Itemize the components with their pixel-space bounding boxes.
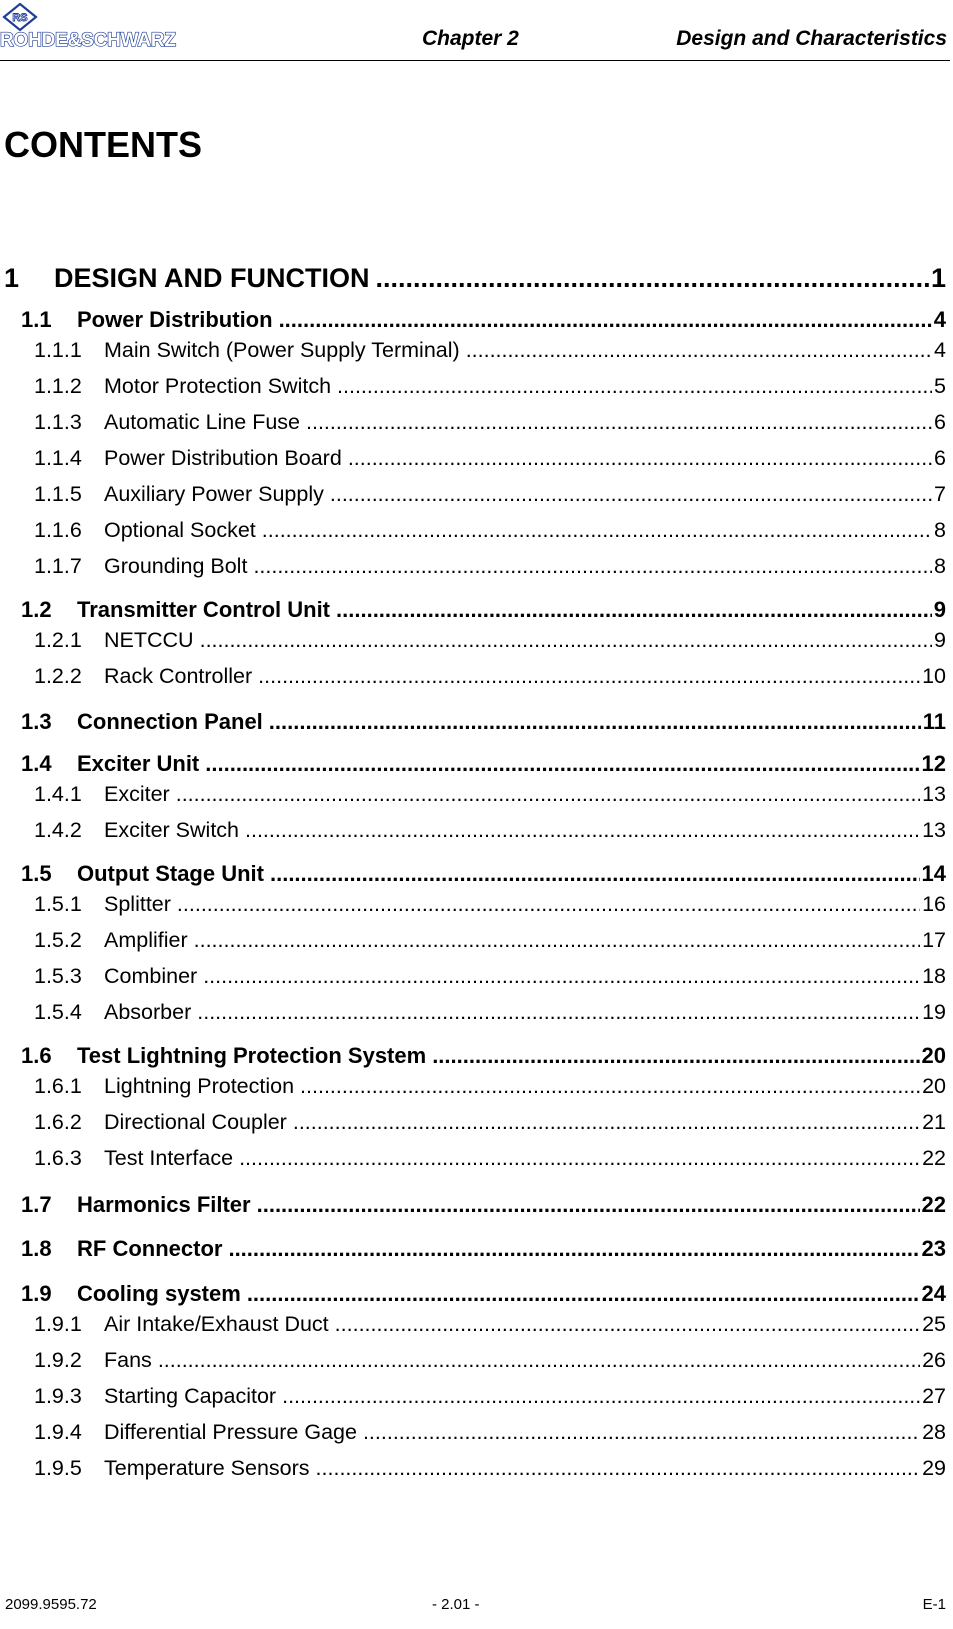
toc-entry-page: 27 (922, 1384, 946, 1408)
toc-entry-page: 17 (922, 928, 946, 952)
toc-entry-page: 21 (922, 1110, 946, 1134)
toc-entry-page: 22 (922, 1146, 946, 1170)
toc-leader-dots (466, 338, 932, 363)
toc-entry-page: 25 (922, 1312, 946, 1336)
toc-entry-title: Directional Coupler (104, 1110, 287, 1134)
toc-entry-title: DESIGN AND FUNCTION (54, 263, 370, 293)
toc-entry-title: Main Switch (Power Supply Terminal) (104, 338, 460, 362)
toc-entry-title: Optional Socket (104, 518, 256, 542)
toc-entry[interactable] (0, 1281, 946, 1307)
toc-leader-dots (200, 628, 932, 653)
logo-wordmark: ROHDE&SCHWARZ (0, 30, 176, 51)
chapter-label: Chapter 2 (422, 27, 519, 50)
toc-entry-page: 4 (933, 307, 946, 332)
toc-entry-number: 1.1.3 (34, 410, 82, 434)
toc-entry-page: 29 (922, 1456, 946, 1480)
toc-leader-dots (177, 892, 920, 917)
toc-entry-title: Harmonics Filter (77, 1192, 251, 1217)
toc-leader-dots (293, 1110, 920, 1135)
toc-entry-number: 1.1.6 (34, 518, 82, 542)
toc-leader-dots (306, 410, 932, 435)
toc-entry-page: 8 (934, 554, 946, 578)
toc-leader-dots (194, 928, 920, 953)
toc-leader-dots (203, 964, 920, 989)
toc-entry-page: 8 (934, 518, 946, 542)
toc-entry-title: Motor Protection Switch (104, 374, 332, 398)
toc-entry-page: 7 (934, 482, 946, 506)
toc-leader-dots (228, 1236, 919, 1262)
toc-entry[interactable] (0, 709, 946, 735)
toc-leader-dots (239, 1146, 920, 1171)
toc-entry-page: 14 (921, 861, 946, 886)
toc-entry-title: Grounding Bolt (104, 554, 248, 578)
toc-leader-dots (257, 1192, 920, 1218)
toc-entry-number: 1.9.4 (34, 1420, 82, 1444)
toc-entry-page: 9 (934, 628, 946, 652)
toc-entry[interactable] (0, 410, 946, 435)
toc-entry-number: 1 (4, 263, 20, 293)
toc-entry-page: 16 (922, 892, 946, 916)
toc-entry[interactable] (0, 861, 946, 887)
toc-leader-dots (363, 1420, 920, 1445)
toc-entry-page: 5 (934, 374, 946, 398)
toc-entry-title: Power Distribution (77, 307, 273, 332)
toc-leader-dots (158, 1348, 920, 1373)
toc-entry-number: 1.6.2 (34, 1110, 82, 1134)
toc-entry-number: 1.4 (21, 751, 52, 776)
toc-entry-title: Lightning Protection (104, 1074, 295, 1098)
toc-leader-dots (253, 554, 932, 579)
toc-entry-title: Output Stage Unit (77, 861, 264, 886)
toc-leader-dots (245, 818, 920, 843)
toc-entry-page: 13 (922, 818, 946, 842)
toc-entry[interactable] (0, 1236, 946, 1262)
toc-entry-number: 1.5 (21, 861, 52, 886)
toc-entry-title: Automatic Line Fuse (104, 410, 300, 434)
toc-leader-dots (176, 782, 920, 807)
toc-leader-dots (247, 1281, 920, 1307)
toc-leader-dots (337, 374, 932, 399)
toc-entry-number: 1.5.1 (34, 892, 82, 916)
toc-entry-title: Amplifier (104, 928, 188, 952)
toc-entry-number: 1.5.4 (34, 1000, 82, 1024)
toc-entry[interactable] (0, 1384, 946, 1409)
toc-entry-number: 1.6.3 (34, 1146, 82, 1170)
toc-entry[interactable] (0, 1420, 946, 1445)
toc-entry-title: Exciter Unit (77, 751, 200, 776)
toc-entry-number: 1.1.1 (34, 338, 82, 362)
toc-entry[interactable] (0, 1348, 946, 1373)
toc-entry[interactable] (0, 482, 946, 507)
toc-entry-title: Splitter (104, 892, 171, 916)
toc-entry[interactable] (0, 892, 946, 917)
toc-entry[interactable] (0, 664, 946, 689)
rohde-schwarz-logo (0, 2, 225, 50)
toc-entry-number: 1.9 (21, 1281, 52, 1306)
toc-entry-number: 1.3 (21, 709, 52, 734)
toc-entry-number: 1.1.4 (34, 446, 82, 470)
toc-entry-page: 6 (934, 410, 946, 434)
toc-entry-title: Cooling system (77, 1281, 241, 1306)
header-divider (0, 60, 950, 61)
toc-entry-page: 24 (921, 1281, 946, 1306)
toc-entry[interactable] (0, 446, 946, 471)
toc-entry-page: 1 (930, 263, 946, 293)
toc-entry[interactable] (0, 1043, 946, 1069)
footer-page-number: E-1 (922, 1596, 946, 1613)
toc-entry-number: 1.1.5 (34, 482, 82, 506)
toc-entry-title: Combiner (104, 964, 198, 988)
toc-entry-title: Power Distribution Board (104, 446, 342, 470)
toc-entry-page: 11 (922, 709, 946, 734)
toc-entry-title: Test Lightning Protection System (77, 1043, 427, 1068)
toc-entry[interactable] (0, 597, 946, 623)
toc-leader-dots (376, 263, 929, 294)
toc-entry-page: 9 (933, 597, 946, 622)
toc-entry[interactable] (0, 338, 946, 363)
toc-entry-title: Rack Controller (104, 664, 253, 688)
page-title: CONTENTS (4, 124, 202, 165)
toc-leader-dots (335, 1312, 920, 1337)
toc-entry-number: 1.8 (21, 1236, 52, 1261)
toc-entry[interactable] (0, 1074, 946, 1099)
toc-entry[interactable] (0, 751, 946, 777)
toc-entry-title: Connection Panel (77, 709, 263, 734)
toc-entry-page: 20 (922, 1074, 946, 1098)
toc-entry-page: 12 (921, 751, 946, 776)
toc-entry[interactable] (0, 1456, 946, 1481)
toc-leader-dots (316, 1456, 921, 1481)
toc-leader-dots (336, 597, 932, 623)
footer-doc-number: 2099.9595.72 (5, 1596, 97, 1613)
toc-entry-title: Fans (104, 1348, 152, 1372)
toc-leader-dots (262, 518, 932, 543)
page-header (0, 0, 953, 62)
toc-entry[interactable] (0, 1110, 946, 1135)
toc-entry-number: 1.2 (21, 597, 52, 622)
toc-entry[interactable] (0, 518, 946, 543)
toc-entry[interactable] (0, 964, 946, 989)
toc-entry-title: Test Interface (104, 1146, 234, 1170)
toc-entry-title: Temperature Sensors (104, 1456, 310, 1480)
toc-entry-title: Absorber (104, 1000, 192, 1024)
toc-entry[interactable] (0, 307, 946, 333)
toc-entry-number: 1.9.3 (34, 1384, 82, 1408)
toc-entry-number: 1.5.3 (34, 964, 82, 988)
toc-leader-dots (348, 446, 932, 471)
toc-entry-page: 6 (934, 446, 946, 470)
toc-entry-title: RF Connector (77, 1236, 223, 1261)
toc-leader-dots (205, 751, 919, 777)
toc-entry-page: 22 (921, 1192, 946, 1217)
toc-entry-page: 4 (934, 338, 946, 362)
toc-entry[interactable] (0, 628, 946, 653)
toc-entry[interactable] (0, 818, 946, 843)
toc-entry-title: Starting Capacitor (104, 1384, 277, 1408)
svg-text:RS: RS (12, 12, 28, 24)
toc-entry-number: 1.9.2 (34, 1348, 82, 1372)
toc-entry-page: 23 (921, 1236, 946, 1261)
toc-entry-title: NETCCU (104, 628, 194, 652)
toc-entry[interactable] (0, 554, 946, 579)
toc-entry-page: 13 (922, 782, 946, 806)
toc-entry-number: 1.2.2 (34, 664, 82, 688)
toc-leader-dots (269, 709, 921, 735)
toc-entry[interactable] (0, 1192, 946, 1218)
toc-entry-page: 18 (922, 964, 946, 988)
toc-leader-dots (300, 1074, 920, 1099)
toc-entry-number: 1.7 (21, 1192, 52, 1217)
toc-entry[interactable] (0, 263, 946, 294)
toc-entry-number: 1.2.1 (34, 628, 82, 652)
toc-leader-dots (432, 1043, 919, 1069)
toc-entry[interactable] (0, 1000, 946, 1025)
toc-leader-dots (270, 861, 920, 887)
toc-entry-number: 1.6.1 (34, 1074, 82, 1098)
toc-entry-title: Exciter (104, 782, 170, 806)
toc-entry-page: 26 (922, 1348, 946, 1372)
toc-leader-dots (279, 307, 932, 333)
toc-entry-page: 28 (922, 1420, 946, 1444)
toc-entry-title: Differential Pressure Gage (104, 1420, 357, 1444)
toc-entry-number: 1.9.5 (34, 1456, 82, 1480)
toc-entry[interactable] (0, 782, 946, 807)
toc-entry-number: 1.1.2 (34, 374, 82, 398)
toc-entry-number: 1.9.1 (34, 1312, 82, 1336)
toc-leader-dots (330, 482, 932, 507)
toc-leader-dots (258, 664, 920, 689)
toc-entry[interactable] (0, 928, 946, 953)
toc-entry-number: 1.1 (21, 307, 52, 332)
toc-entry-page: 10 (922, 664, 946, 688)
toc-entry[interactable] (0, 374, 946, 399)
toc-entry-number: 1.1.7 (34, 554, 82, 578)
section-title: Design and Characteristics (676, 27, 947, 50)
toc-entry[interactable] (0, 1146, 946, 1171)
toc-leader-dots (282, 1384, 920, 1409)
toc-entry-title: Air Intake/Exhaust Duct (104, 1312, 329, 1336)
toc-entry[interactable] (0, 1312, 946, 1337)
toc-entry-page: 19 (922, 1000, 946, 1024)
footer-revision: - 2.01 - (432, 1596, 480, 1613)
toc-entry-number: 1.5.2 (34, 928, 82, 952)
toc-entry-title: Transmitter Control Unit (77, 597, 331, 622)
toc-entry-title: Exciter Switch (104, 818, 240, 842)
toc-entry-page: 20 (921, 1043, 946, 1068)
toc-entry-number: 1.4.1 (34, 782, 82, 806)
toc-entry-number: 1.4.2 (34, 818, 82, 842)
toc-entry-title: Auxiliary Power Supply (104, 482, 324, 506)
toc-leader-dots (197, 1000, 920, 1025)
toc-entry-number: 1.6 (21, 1043, 52, 1068)
